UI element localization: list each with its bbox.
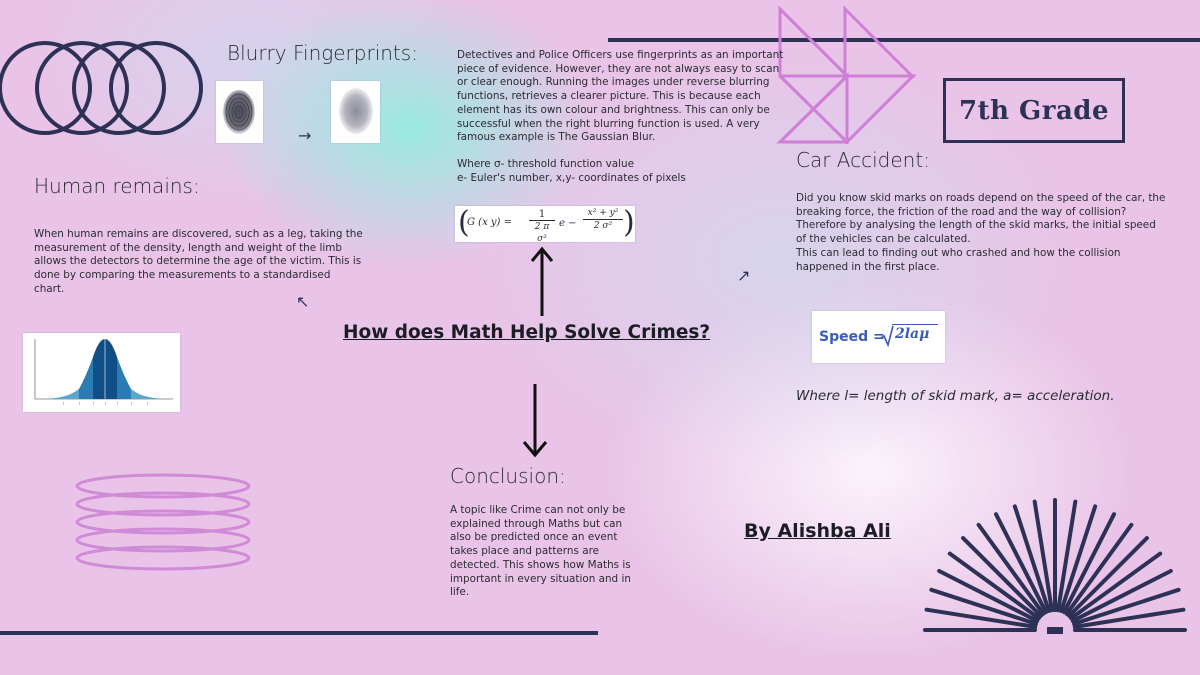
human-remains-body: When human remains are discovered, such as a leg, taking the measurement of the density, length and weight of the limb allows the detectors to determine the age of the victim. This is done by comparing the measurements to a standardised chart. <box>34 228 363 295</box>
conclusion-body: A topic like Crime can not only be explained through Maths but can also be predicted once an event takes place and patterns are detected. This shows how Maths is important in every situation and in life. <box>450 504 631 599</box>
svg-text:|: | <box>147 401 149 405</box>
speed-formula-note: Where l= length of skid mark, a= acceleration. <box>796 388 1115 404</box>
human-remains-title: Human remains: <box>34 174 200 198</box>
triangles-decoration <box>775 4 920 144</box>
fingerprints-where-line2: e- Euler's number, x,y- coordinates of pixels <box>457 171 686 184</box>
fingerprints-where-line1: Where σ- threshold function value <box>457 157 634 170</box>
car-accident-title: Car Accident: <box>796 148 930 172</box>
car-accident-body: Did you know skid marks on roads depend on the speed of the car, the breaking force, the friction of the road and the way of collision? Therefore by analysing the length of the skid marks, the initial speed of the vehicles can be calculated. This can lead to finding out who crashed and how the collision happened in the first place. <box>796 192 1166 273</box>
stacked-rings-decoration <box>70 470 260 580</box>
main-question: How does Math Help Solve Crimes? <box>343 322 711 343</box>
fingerprints-description: Detectives and Police Officers use fingerprints as an important piece of evidence. However, they are not always easy to scan or clear enough. Running the images under reverse blurring functions, retrieves a clearer picture. This is because each element has its own colour and brightness. This can only be successful when the right blurring function is used. A very famous example is The Gaussian Blur. Where σ- threshold function value e- Euler's number, x,y- coordinates of pixels <box>457 49 792 185</box>
clear-fingerprint-image <box>216 81 263 143</box>
svg-text:|: | <box>105 401 107 405</box>
up-arrow-icon <box>530 246 554 318</box>
svg-text:|: | <box>79 401 81 405</box>
author-name: By Alishba Ali <box>744 520 891 542</box>
svg-text:|: | <box>63 401 65 405</box>
svg-text:|: | <box>131 401 133 405</box>
car-accident-arrow: ↗ <box>737 266 751 285</box>
human-remains-arrow: ↖ <box>296 292 310 311</box>
sunburst-decoration <box>920 496 1190 636</box>
down-arrow-icon <box>522 382 548 458</box>
bottom-divider-line <box>0 631 598 635</box>
svg-text:|: | <box>93 401 95 405</box>
bell-curve-image <box>23 333 180 412</box>
gaussian-formula: ( G (x y) = 1 2 π σ² e − x² + y² 2 σ² ) <box>455 206 635 242</box>
fingerprint-arrow: → <box>298 126 312 145</box>
speed-formula: Speed = 2laμ <box>812 311 945 363</box>
grade-badge: 7th Grade <box>943 78 1125 143</box>
blurred-fingerprint-image <box>331 81 380 143</box>
svg-text:|: | <box>117 401 119 405</box>
conclusion-title: Conclusion: <box>450 464 566 488</box>
fingerprints-title: Blurry Fingerprints: <box>227 41 418 65</box>
overlapping-circles-decoration <box>0 38 205 138</box>
